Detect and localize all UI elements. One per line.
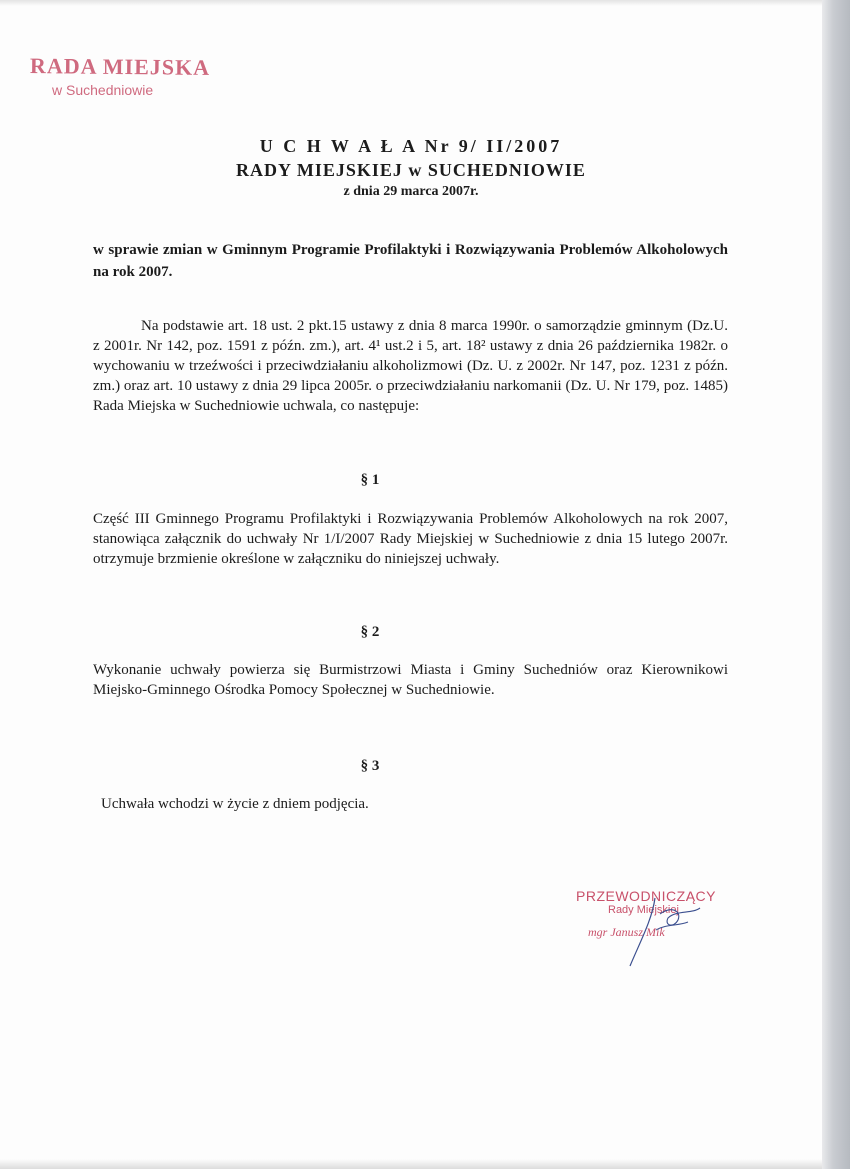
section-1-text: Część III Gminnego Programu Profilaktyki i Rozwiązywania Problemów Alkoholowych na rok 2007, stanowiąca załącznik do uchwały Nr 1/I/2007 Rady Miejskiej w Suchedniowie z dnia 15 lutego 2007r. otrzymuje brzmienie określone w załączniku do niniejszej uchwały. [93,511,728,567]
signature-org: Rady Miejskiej [608,904,679,916]
legal-basis-paragraph: Na podstawie art. 18 ust. 2 pkt.15 ustawy z dnia 8 marca 1990r. o samorządzie gminnym (Dz.U. z 2001r. Nr 142, poz. 1591 z późn. zm.), art. 4¹ ust.2 i 5, art. 18² ustawy z dnia 26 października 1982r. o wychowaniu w trzeźwości i przeciwdziałaniu alkoholizmowi (Dz. U. z 2002r. Nr 147, poz. 1231 z późn. zm.) oraz art. 10 ustawy z dnia 29 lipca 2005r. o przeciwdziałaniu narkomanii (Dz. U. Nr 179, poz. 1485) Rada Miejska w Suchedniowie uchwala, co następuje: [93,318,728,414]
handwritten-signature-icon [560,880,750,970]
section-3-heading: § 3 [360,758,380,774]
resolution-title: U C H W A Ł A Nr 9/ II/2007 [259,136,563,156]
section-2-heading: § 2 [360,624,380,640]
stamp-line-1: RADA MIEJSKA [29,53,211,80]
scan-edge-right [822,0,850,1169]
scan-edge-bottom [0,1159,822,1169]
signature-role: PRZEWODNICZĄCY [576,888,716,904]
stamp-line-2: w Suchedniowie [52,82,154,98]
signature-name: mgr Janusz Mik [588,925,665,939]
section-2-text: Wykonanie uchwały powierza się Burmistrzowi Miasta i Gminy Suchedniów oraz Kierownikowi Miejsko-Gminnego Ośrodka Pomocy Społecznej w Suchedniowie. [93,662,728,698]
scan-edge-top [0,0,822,6]
council-name: RADY MIEJSKIEJ w SUCHEDNIOWIE [236,160,586,180]
section-3-text: Uchwała wchodzi w życie z dniem podjęcia. [101,796,369,812]
resolution-date: z dnia 29 marca 2007r. [343,184,479,199]
resolution-subject: w sprawie zmian w Gminnym Programie Profilaktyki i Rozwiązywania Problemów Alkoholowych na rok 2007. [93,242,728,280]
section-1-heading: § 1 [360,472,380,488]
chairman-signature-stamp [560,880,750,970]
council-stamp [30,54,210,98]
